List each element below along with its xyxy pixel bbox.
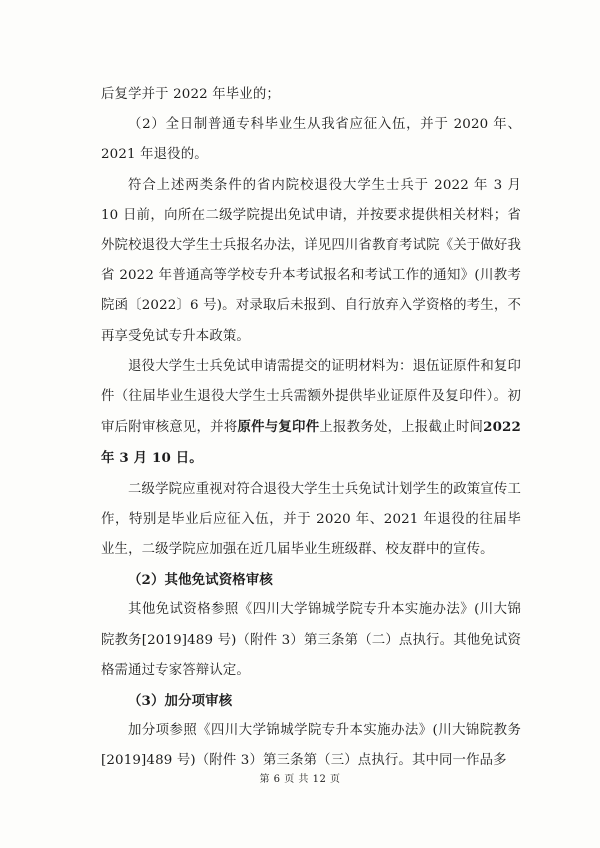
materials-text-a: 退役大学生士兵免试申请需提交的证明材料为：退伍证原件和复印件（往届毕业生退役大学生士兵需额外提供毕业证原件及复印件）。初审后附审核意见，并将 (101, 358, 521, 436)
document-body (101, 80, 521, 777)
paragraph-other-exemption: 其他免试资格参照《四川大学锦城学院专升本实施办法》(川大锦院教务[2019]489 号)（附件 3）第三条第（二）点执行。其他免试资格需通过专家答辩认定。 (101, 602, 521, 678)
materials-text-c: 上报教务处，上报截止时间 (319, 420, 484, 436)
paragraph-continuation: 后复学并于 2022 年毕业的； (101, 87, 280, 102)
paragraph-application: 符合上述两类条件的省内院校退役大学生士兵于 2022 年 3 月 10 日前，向所在二级学院提出免试申请，并按要求提供相关材料；省外院校退役大学生士兵报名办法，详见四川省教育考试院《关于做好我省 2022 年普通高等学校专升本考试报名和考试工作的通知》(川教考院函〔2022〕6 号)。对录取后未报到、自行放弃入学资格的考生，不再享受免试专升本政策。 (101, 177, 521, 344)
paragraph-bonus-review: 加分项参照《四川大学锦城学院专升本实施办法》(川大锦院教务[2019]489 号)（附件 3）第三条第（三）点执行。其中同一作品多 (101, 723, 521, 769)
materials-bold-originals: 原件与复印件 (237, 419, 320, 436)
page-footer: 第 6 页 共 12 页 (259, 774, 341, 785)
paragraph-materials (101, 352, 521, 475)
heading-bonus-review: （3）加分项审核 (128, 693, 233, 710)
materials-bold-deadline: 2022 年 3 月 10 日。 (101, 419, 521, 467)
paragraph-publicity: 二级学院应重视对符合退役大学生士兵免试计划学生的政策宣传工作，特别是毕业后应征入伍，并于 2020 年、2021 年退役的往届毕业生，二级学院应加强在近几届毕业生班级群、校友群中的宣传。 (101, 481, 521, 558)
heading-other-exemption: （2）其他免试资格审核 (128, 572, 273, 589)
paragraph-item-2: （2）全日制普通专科毕业生从我省应征入伍，并于 2020 年、2021 年退役的。 (101, 117, 521, 163)
